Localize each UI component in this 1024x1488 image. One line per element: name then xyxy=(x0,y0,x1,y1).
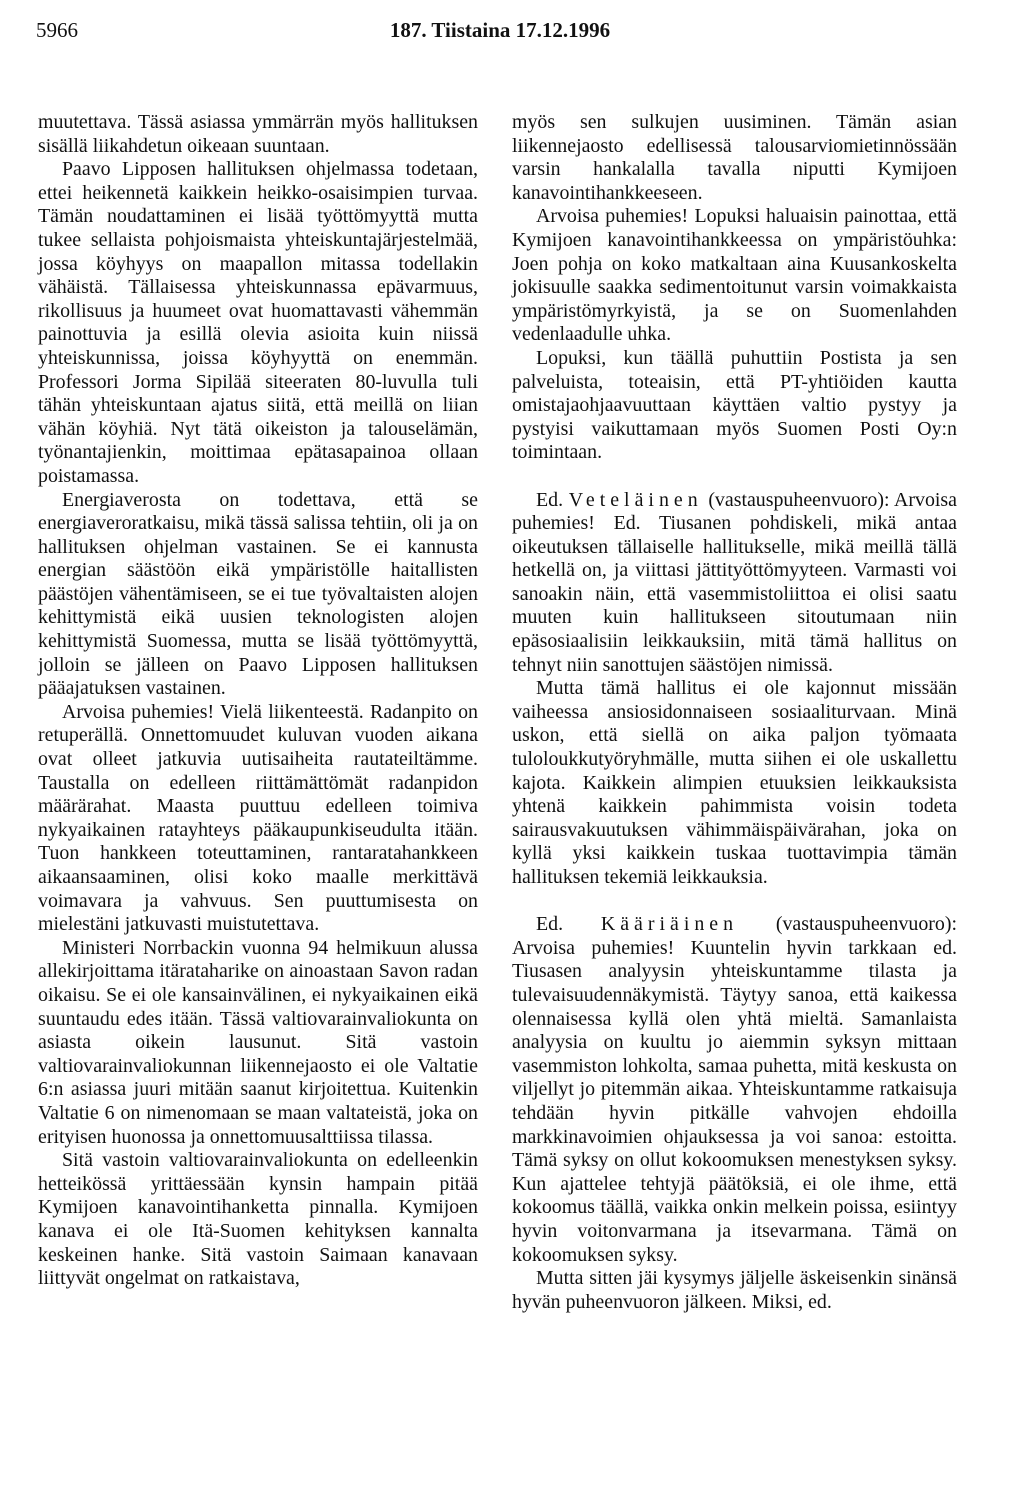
speech-text: Arvoisa puhemies! Ed. Tiusanen pohdiskeli, mikä antaa oikeutuksen tällaiselle hallitukselle, mikä meillä tällä hetkellä on, ja viittasi jättityöttömyyteen. Varmasti voi sanoakin näin, että vasemmistoliittoa ei olisi saatu muuten kuin hallitukseen sitoutumaan niin epäsosiaalisiin leikkauksiin, mitä tämä hallitus on tehnyt niin sanottujen säästöjen nimissä. xyxy=(512,488,957,676)
speech-text: Arvoisa puhemies! Kuuntelin hyvin tarkkaan ed. Tiusasen analyysin yhteiskuntamme tilasta ja tulevaisuudennäkymistä. Täytyy sanoa, että kaikessa olennaisessa kyllä olen yhtä mieltä. Samanlaista analyysia on kuultu jo aiemmin syksyn mittaan vasemmiston lohkolta, samaa puhetta, mitä keskusta on viljellyt jo pitemmän aikaa. Yhteiskuntamme ratkaisuja tehdään hyvin pitkälle vahvojen ehdoilla markkinavoimien ohjauksessa ja voi sanoa: estoitta. Tämä syksy on ollut kokoomuksen menestyksen syksy. Kun ajattelee tehtyjä päätöksiä, ei ole ihme, että kokoomus täällä, vaikka onkin melkein poissa, esiintyy hyvin voitonvarmana ja itsevarmana. Tämä on kokoomuksen syksy. xyxy=(512,936,957,1266)
paragraph: Paavo Lipposen hallituksen ohjelmassa todetaan, ettei heikennetä kaikkein heikko-osaisimpien turvaa. Tämän noudattaminen ei lisää työttömyyttä mutta tukee sellaista pohjoismaista yhteiskuntajärjestelmää, jossa köyhyys on maapallon mitassa todellakin vähäistä. Tällaisessa yhteiskunnassa epävarmuus, rikollisuus ja huumeet ovat huomattavasti vähemmän painottuvia ja esillä olevia asioita kuin niissä yhteiskunnissa, joissa köyhyyttä on enemmän. Professori Jorma Sipilää siteeraten 80-luvulla tuli tähän yhteiskuntaan ajatus siitä, että meillä on liian vähän köyhiä. Nyt tätä oikeiston ja talouselämän, työnantajienkin, moittimaa epätasapainoa ollaan poistamassa. xyxy=(38,158,478,487)
paragraph: Ministeri Norrbackin vuonna 94 helmikuun alussa allekirjoittama itärataharike on ainoastaan Savon radan oikaisu. Se ei ole kansainvälinen, ei nykyaikainen eikä suuntaudu edes itään. Tässä valtiovarainvaliokunta on asiasta oikein lausunut. Sitä vastoin valtiovarainvaliokunnan liikennejaosto ei ole Valtatie 6:n asiassa juuri mitään saanut kirjoitettua. Kuitenkin Valtatie 6 on nimenomaan se maan valtateistä, joka on erityisen huonossa ja onnettomuusalttiissa tilassa. xyxy=(38,936,478,1148)
speaker-prefix: Ed. xyxy=(536,488,564,511)
paragraph: muutettava. Tässä asiassa ymmärrän myös hallituksen sisällä liikahdetun oikeaan suuntaan. xyxy=(38,111,478,157)
paragraph: myös sen sulkujen uusiminen. Tämän asian liikennejaosto edellisessä talousarviomietinnössään varsin hankalalla tavalla niputti Kymijoen kanavointihankkeeseen. xyxy=(512,111,957,204)
speaker-role: (vastauspuheenvuoro): xyxy=(775,913,957,936)
running-head: 187. Tiistaina 17.12.1996 xyxy=(389,18,611,42)
page-header xyxy=(36,18,964,58)
speaker-prefix: Ed. xyxy=(536,913,564,936)
section-gap xyxy=(512,890,957,914)
right-column xyxy=(512,111,957,1314)
speech-opening xyxy=(512,913,957,1267)
paragraph: Arvoisa puhemies! Lopuksi haluaisin painottaa, että Kymijoen kanavointihankkeessa on ympäristöuhka: Joen pohja on koko matkaltaan aina Kuusankoskelta jokisuulle saakka sedimentoitunut varsin voimakkaista ympäristömyrkyistä, ja se on Suomenlahden vedenlaadulle uhka. xyxy=(512,205,957,346)
speaker-role: (vastauspuheenvuoro): xyxy=(708,488,890,511)
speech-opening xyxy=(512,489,957,678)
paragraph: Energiaverosta on todettava, että se energiaveroratkaisu, mikä tässä salissa tehtiin, oli ja on hallituksen ohjelman vastainen. Se ei kannusta energian säästöön eikä ympäristölle haitallisten päästöjen vähentämiseen, se ei tue työvaltaisten alojen kehittymistä eikä uusien teknologisten alojen kehittymistä Suomessa, mutta se lisää työttömyyttä, jolloin se jälleen on Paavo Lipposen hallituksen pääajatuksen vastainen. xyxy=(38,488,478,700)
paragraph: Sitä vastoin valtiovarainvaliokunta on edelleenkin hetteikössä yrittäessään kynsin hampain pitää Kymijoen kanavointihanketta pinnalla. Kymijoen kanava ei ole Itä-Suomen kehityksen kannalta keskeinen hanke. Sitä vastoin Saimaan kanavaan liittyvät ongelmat on ratkaistava, xyxy=(38,1149,478,1290)
page-number: 5966 xyxy=(36,18,78,42)
speaker-name: Veteläinen xyxy=(568,488,703,511)
section-gap xyxy=(512,465,957,489)
paragraph: Arvoisa puhemies! Vielä liikenteestä. Radanpito on retuperällä. Onnettomuudet kuluvan vuoden aikana ovat olleet jatkuvia uutisaiheita rautateiltämme. Taustalla on edelleen riittämättömät radanpidon määrärahat. Maasta puuttuu edelleen toimiva nykyaikainen ratayhteys pääkaupunkiseudulta itään. Tuon hankkeen toteuttaminen, rantaratahankkeen aikaansaaminen, olisi koko maalle merkittävä voimavara ja vahvuus. Sen puuttumisesta on mielestäni jatkuvasti muistutettava. xyxy=(38,700,478,936)
paragraph: Mutta tämä hallitus ei ole kajonnut missään vaiheessa ansiosidonnaiseen sosiaaliturvaan. Minä uskon, että siellä on aika paljon työmaata tuloloukkutyöryhmälle, mutta siihen ei ole uskallettu kajota. Kaikkein alimpien etuuksien leikkauksista yhtenä kaikkein pahimmista voisin todeta sairausvakuutuksen vähimmäispäivärahan, joka on kyllä yksi kaikkein tuskaa tuottavimpia tämän hallituksen tekemiä leikkauksia. xyxy=(512,677,957,888)
paragraph: Mutta sitten jäi kysymys jäljelle äskeisenkin sinänsä hyvän puheenvuoron jälkeen. Miksi, ed. xyxy=(512,1267,957,1313)
left-column xyxy=(38,111,478,1291)
paragraph: Lopuksi, kun täällä puhuttiin Postista ja sen palveluista, toteaisin, että PT-yhtiöiden kautta omistajaohjaavuuttaan käyttäen valtio pystyy ja pystyisi vaikuttamaan myös Suomen Posti Oy:n toimintaan. xyxy=(512,346,957,464)
speaker-name: Kääriäinen xyxy=(600,913,739,936)
